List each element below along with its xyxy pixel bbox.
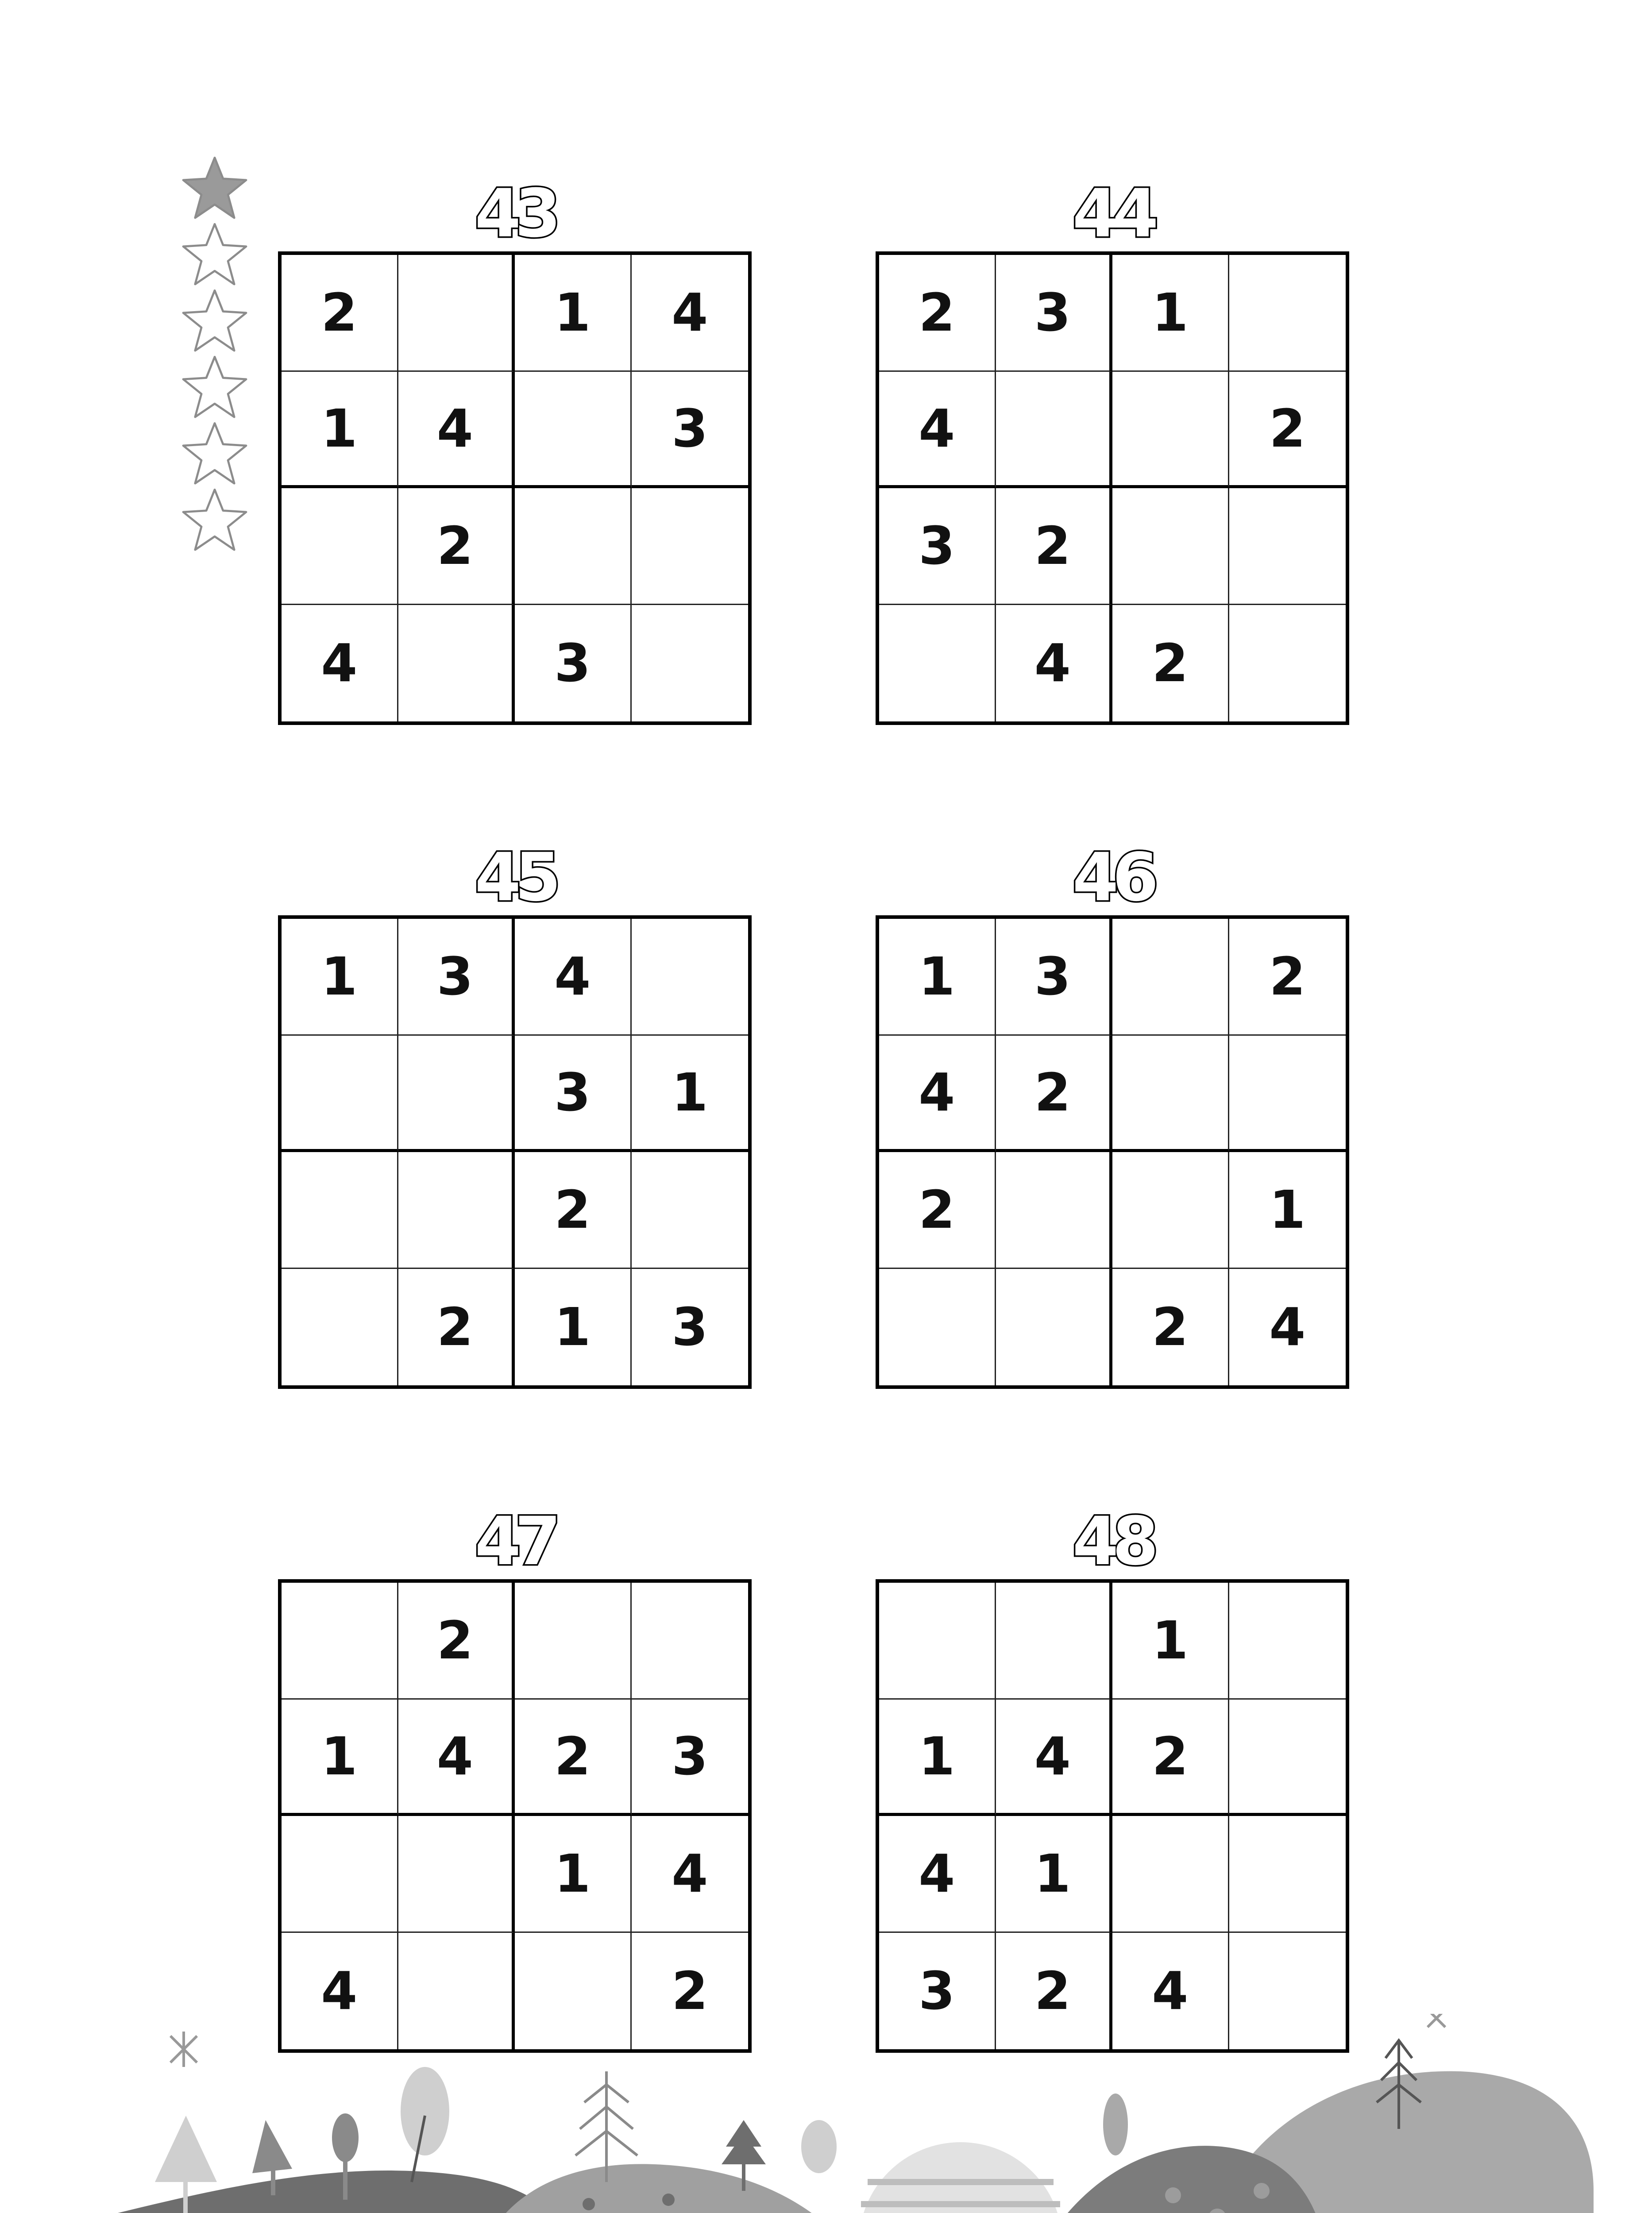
grid-cell (1112, 372, 1229, 489)
grid-cell (1112, 1816, 1229, 1933)
puzzle-number: 47 (475, 1503, 555, 1580)
grid-cell (996, 1583, 1113, 1700)
empty-star-icon (179, 354, 250, 420)
grid-cell: 2 (996, 1933, 1113, 2050)
grid-cell (515, 488, 632, 605)
grid-cell: 1 (1112, 1583, 1229, 1700)
grid-cell (398, 1816, 515, 1933)
grid-cell: 2 (1112, 1269, 1229, 1386)
grid-cell (1229, 255, 1346, 372)
grid-cell (282, 1036, 398, 1153)
grid-cell: 1 (632, 1036, 749, 1153)
grid-cell (515, 372, 632, 489)
grid-cell: 1 (1112, 255, 1229, 372)
empty-star-icon (179, 288, 250, 354)
grid-cell (1229, 1583, 1346, 1700)
grid-cell: 4 (996, 1700, 1113, 1816)
grid-cell: 4 (398, 1700, 515, 1816)
grid-cell: 4 (632, 1816, 749, 1933)
grid-cell (879, 1269, 996, 1386)
grid-cell: 4 (879, 1816, 996, 1933)
grid-cell (632, 1583, 749, 1700)
grid-cell: 4 (632, 255, 749, 372)
sudoku-grid (278, 915, 752, 1389)
grid-cell: 2 (515, 1152, 632, 1269)
grid-cell: 2 (515, 1700, 632, 1816)
grid-cell (632, 488, 749, 605)
grid-cell (632, 919, 749, 1036)
sudoku-grid (278, 251, 752, 725)
grid-cell: 2 (282, 255, 398, 372)
grid-cell: 3 (398, 919, 515, 1036)
sudoku-grid (876, 1579, 1349, 2053)
grid-cell (1112, 919, 1229, 1036)
grid-cell: 2 (398, 1583, 515, 1700)
grid-cell (1229, 1036, 1346, 1153)
grid-cell: 2 (1229, 372, 1346, 489)
grid-cell: 4 (398, 372, 515, 489)
grid-cell: 1 (282, 919, 398, 1036)
filled-star-icon (179, 155, 250, 221)
grid-cell: 3 (879, 488, 996, 605)
grid-cell: 2 (672, 1960, 708, 2022)
sudoku-grid (876, 251, 1349, 725)
puzzle-number: 43 (475, 175, 555, 252)
grid-cell (996, 372, 1113, 489)
grid-cell: 3 (879, 1933, 996, 2050)
grid-cell: 2 (398, 488, 515, 605)
grid-cell (1112, 1036, 1229, 1153)
grid-cell: 3 (515, 1036, 632, 1153)
grid-cell (996, 1269, 1113, 1386)
grid-cell: 4 (879, 1036, 996, 1153)
empty-star-icon (179, 487, 250, 553)
puzzle-number: 48 (1072, 1503, 1153, 1580)
grid-cell: 3 (672, 1296, 708, 1358)
grid-cell (282, 1583, 398, 1700)
grid-cell: 2 (879, 1152, 996, 1269)
grid-cell (282, 1816, 398, 1933)
grid-cell (632, 605, 749, 722)
grid-cell: 4 (515, 919, 632, 1036)
grid-cell (632, 1152, 749, 1269)
grid-cell: 2 (398, 1269, 515, 1386)
grid-cell: 3 (515, 605, 632, 722)
grid-cell: 2 (1112, 1700, 1229, 1816)
grid-cell (879, 1583, 996, 1700)
grid-cell (398, 255, 515, 372)
grid-cell: 2 (996, 488, 1113, 605)
grid-cell (282, 1152, 398, 1269)
grid-cell: 4 (1112, 1933, 1229, 2050)
grid-cell: 4 (282, 1933, 398, 2050)
puzzle-number: 46 (1072, 839, 1153, 916)
grid-cell: 4 (879, 372, 996, 489)
grid-cell: 1 (515, 1269, 632, 1386)
grid-cell: 1 (996, 1816, 1113, 1933)
difficulty-stars (179, 155, 250, 553)
grid-cell: 3 (996, 255, 1113, 372)
grid-cell: 1 (1229, 1152, 1346, 1269)
grid-cell (1229, 605, 1346, 722)
grid-cell: 1 (282, 372, 398, 489)
grid-cell: 1 (282, 1700, 398, 1816)
sudoku-grid (278, 1579, 752, 2053)
grid-cell: 3 (632, 372, 749, 489)
sudoku-grid (876, 915, 1349, 1389)
grid-cell (398, 1152, 515, 1269)
grid-cell: 2 (1112, 605, 1229, 722)
grid-cell: 1 (879, 1700, 996, 1816)
grid-cell (1229, 488, 1346, 605)
grid-cell: 3 (632, 1700, 749, 1816)
grid-cell: 4 (1269, 1296, 1306, 1358)
grid-cell (1112, 1152, 1229, 1269)
grid-cell: 1 (515, 1816, 632, 1933)
grid-cell: 2 (879, 255, 996, 372)
grid-cell (1112, 488, 1229, 605)
grid-cell (879, 605, 996, 722)
grid-cell: 1 (879, 919, 996, 1036)
grid-cell (1229, 1816, 1346, 1933)
puzzle-number: 44 (1072, 175, 1153, 252)
grid-cell: 1 (515, 255, 632, 372)
forest-hills-illustration (0, 2014, 1652, 2213)
grid-cell (398, 1036, 515, 1153)
puzzle-number: 45 (475, 839, 555, 916)
grid-cell (282, 1269, 398, 1386)
empty-star-icon (179, 420, 250, 487)
grid-cell: 4 (996, 605, 1113, 722)
grid-cell: 2 (1229, 919, 1346, 1036)
grid-cell: 3 (996, 919, 1113, 1036)
grid-cell (1229, 1700, 1346, 1816)
empty-star-icon (179, 221, 250, 288)
grid-cell (398, 605, 515, 722)
grid-cell: 4 (282, 605, 398, 722)
grid-cell (282, 488, 398, 605)
grid-cell: 2 (996, 1036, 1113, 1153)
grid-cell (996, 1152, 1113, 1269)
grid-cell (515, 1583, 632, 1700)
